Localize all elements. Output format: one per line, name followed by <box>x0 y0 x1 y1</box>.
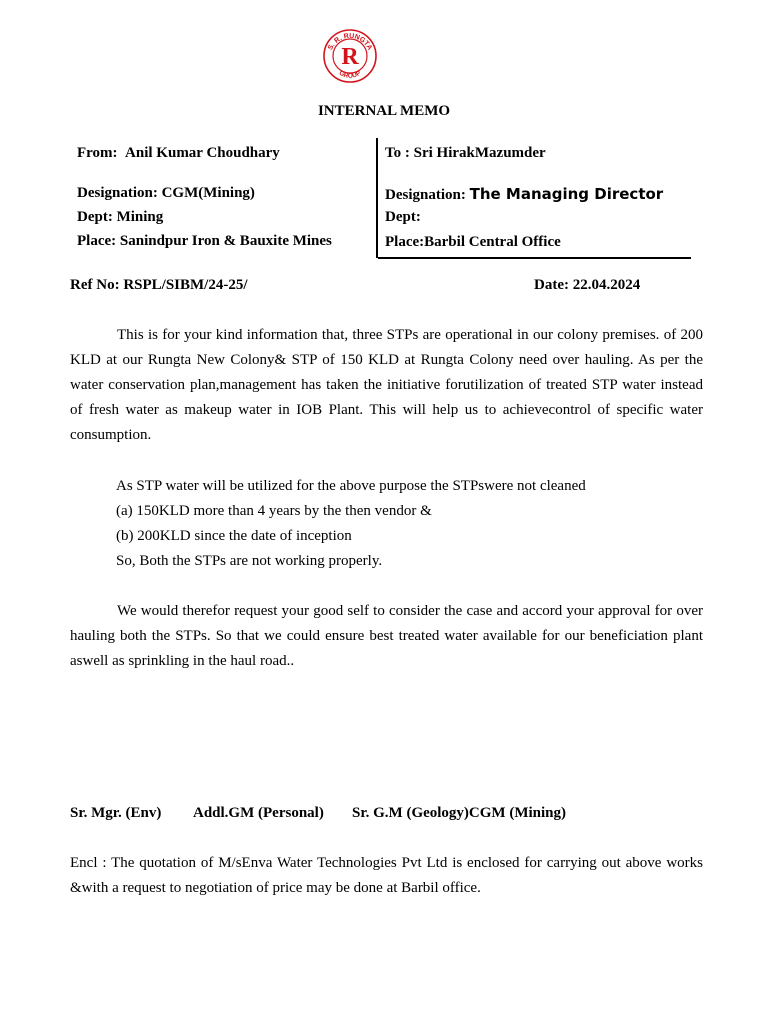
to-designation-value: The Managing Director <box>469 185 664 203</box>
memo-date: Date: 22.04.2024 <box>534 277 641 293</box>
signatory-geology-mining: Sr. G.M (Geology)CGM (Mining) <box>352 805 567 821</box>
from-designation-value: CGM(Mining) <box>161 185 255 201</box>
body-paragraph-1 <box>70 323 703 448</box>
to-designation-label: Designation: <box>385 187 466 203</box>
to-line: To : Sri HirakMazumder <box>385 145 546 161</box>
body-paragraph-2-text: We would therefor request your good self to consider the case and accord your approval for over hauling both the STPs. So that we could ensure best treated water available for our beneficiation plant aswell as sprinkling in the haul road.. <box>70 603 703 669</box>
logo-bottom-text: GROUP <box>337 69 363 80</box>
enclosure-note: Encl : The quotation of M/sEnva Water Technologies Pvt Ltd is enclosed for carrying out above works &with a request to negotiation of price may be done at Barbil office. <box>70 855 703 896</box>
company-logo <box>318 28 382 86</box>
svg-text:GROUP <box>338 69 363 79</box>
header-divider-vertical <box>376 138 378 258</box>
to-designation <box>385 185 663 204</box>
from-designation-label: Designation: <box>77 185 158 201</box>
logo-letter: R <box>341 44 359 70</box>
list-intro: As STP water will be utilized for the above purpose the STPswere not cleaned <box>116 478 586 494</box>
to-place: Place:Barbil Central Office <box>385 234 561 250</box>
from-label: From: <box>77 145 118 161</box>
body-paragraph-2 <box>70 599 703 674</box>
from-name: Anil Kumar Choudhary <box>125 145 280 161</box>
list-item-b: (b) 200KLD since the date of inception <box>116 528 352 544</box>
from-place: Place: Sanindpur Iron & Bauxite Mines <box>77 233 332 249</box>
body-paragraph-1-text: This is for your kind information that, three STPs are operational in our colony premises. of 200 KLD at our Rungta New Colony& STP of 150 KLD at Rungta Colony need over hauling. As per the water conservation plan,management has taken the initiative forutilization of treated STP water instead of fresh water as makeup water in IOB Plant. This will help us to achievecontrol of specific water consumption. <box>70 327 703 443</box>
list-conclusion: So, Both the STPs are not working properly. <box>116 553 383 569</box>
signatory-env: Sr. Mgr. (Env) <box>70 805 162 821</box>
from-designation <box>77 185 255 202</box>
from-line <box>77 145 280 162</box>
from-dept: Dept: Mining <box>77 209 164 225</box>
header-divider-horizontal <box>378 257 691 259</box>
to-dept: Dept: <box>385 209 421 225</box>
logo-arc-text: S. R. RUNGTA <box>326 32 374 52</box>
list-item-a: (a) 150KLD more than 4 years by the then vendor & <box>116 503 432 519</box>
memo-title: INTERNAL MEMO <box>317 103 451 119</box>
reference-number: Ref No: RSPL/SIBM/24-25/ <box>70 277 248 293</box>
signatory-addl-gm: Addl.GM (Personal) <box>193 805 324 821</box>
